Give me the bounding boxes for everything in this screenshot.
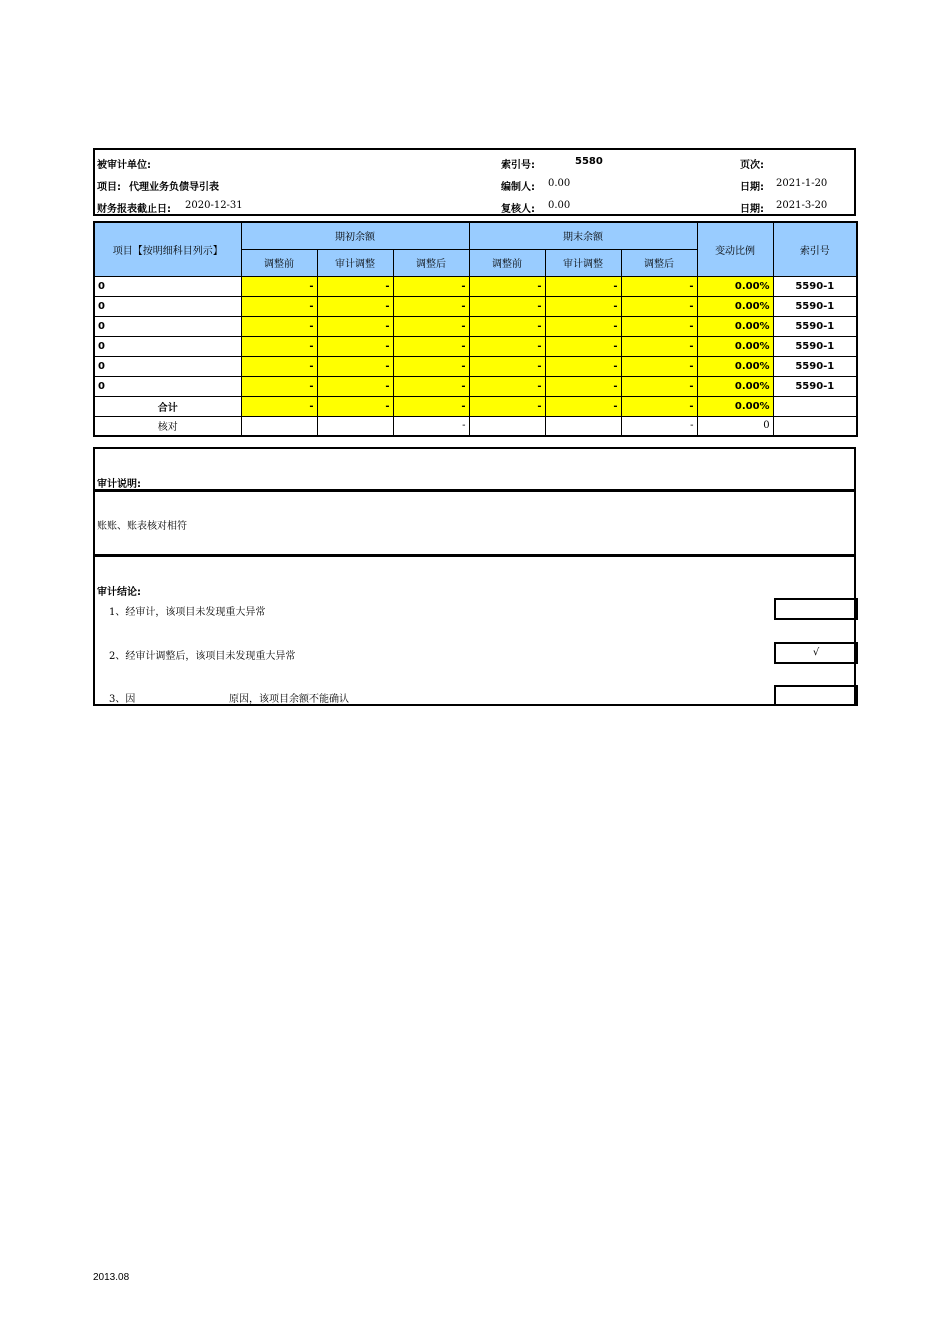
close-after-header: 调整后 — [621, 249, 697, 276]
row-name: 0 — [94, 316, 241, 336]
cell-ref: 5590-1 — [773, 316, 857, 336]
cell-percent: 0.00% — [697, 296, 773, 316]
conclusion-option-2: 2、经审计调整后，该项目未发现重大异常 — [109, 651, 296, 662]
cell-value: - — [317, 376, 393, 396]
conclusion-checkbox-1[interactable] — [774, 598, 858, 620]
check-cell — [317, 416, 393, 436]
check-result: 0 — [697, 416, 773, 436]
total-value: - — [241, 396, 317, 416]
cell-ref: 5590-1 — [773, 376, 857, 396]
version-footer: 2013.08 — [93, 1272, 130, 1283]
cell-value: - — [241, 296, 317, 316]
opening-balance-header: 期初余额 — [241, 222, 469, 249]
project-value: 代理业务负债导引表 — [129, 182, 219, 193]
cell-value: - — [545, 356, 621, 376]
cell-percent: 0.00% — [697, 316, 773, 336]
cell-value: - — [545, 276, 621, 296]
cell-value: - — [317, 296, 393, 316]
closing-balance-header: 期末余额 — [469, 222, 697, 249]
audit-notes-title-box — [93, 447, 856, 491]
date2-label: 日期: — [740, 204, 764, 215]
cell-value: - — [469, 336, 545, 356]
row-name: 0 — [94, 296, 241, 316]
conclusion-option-1: 1、经审计，该项目未发现重大异常 — [109, 607, 266, 618]
cell-value: - — [317, 276, 393, 296]
total-label: 合计 — [94, 396, 241, 416]
cell-value: - — [469, 356, 545, 376]
cell-value: - — [621, 376, 697, 396]
check-cell — [773, 416, 857, 436]
table-row — [94, 296, 857, 316]
cell-value: - — [545, 376, 621, 396]
check-label: 核对 — [94, 416, 241, 436]
cell-value: - — [317, 356, 393, 376]
preparer-label: 编制人: — [501, 182, 535, 193]
date1-value: 2021-1-20 — [776, 178, 828, 189]
row-name: 0 — [94, 356, 241, 376]
conclusion-option-3-prefix: 3、因 — [109, 694, 136, 705]
row-name: 0 — [94, 376, 241, 396]
audit-notes-title: 审计说明: — [97, 479, 141, 490]
reviewer-label: 复核人: — [501, 204, 535, 215]
table-row — [94, 356, 857, 376]
cell-value: - — [241, 336, 317, 356]
check-value: - — [621, 416, 697, 436]
open-audit-header: 审计调整 — [317, 249, 393, 276]
total-value: - — [621, 396, 697, 416]
total-ref — [773, 396, 857, 416]
period-value: 2020-12-31 — [185, 200, 243, 211]
conclusion-option-3-suffix: 原因，该项目余额不能确认 — [229, 694, 349, 705]
row-name: 0 — [94, 336, 241, 356]
period-label: 财务报表截止日: — [97, 204, 171, 215]
cell-value: - — [393, 336, 469, 356]
close-before-header: 调整前 — [469, 249, 545, 276]
total-value: - — [545, 396, 621, 416]
index-label: 索引号: — [501, 160, 535, 171]
cell-percent: 0.00% — [697, 376, 773, 396]
cell-ref: 5590-1 — [773, 336, 857, 356]
table-row — [94, 316, 857, 336]
cell-ref: 5590-1 — [773, 356, 857, 376]
checkmark-icon: √ — [812, 647, 820, 658]
table-row — [94, 376, 857, 396]
check-cell — [469, 416, 545, 436]
total-percent: 0.00% — [697, 396, 773, 416]
cell-value: - — [469, 276, 545, 296]
cell-value: - — [545, 296, 621, 316]
total-value: - — [317, 396, 393, 416]
cell-value: - — [469, 316, 545, 336]
audit-conclusion-box — [93, 555, 856, 706]
cell-value: - — [621, 336, 697, 356]
close-audit-header: 审计调整 — [545, 249, 621, 276]
table-row — [94, 336, 857, 356]
cell-value: - — [545, 336, 621, 356]
cell-value: - — [469, 296, 545, 316]
cell-value: - — [621, 356, 697, 376]
cell-percent: 0.00% — [697, 356, 773, 376]
index-value: 5580 — [575, 156, 603, 167]
cell-value: - — [241, 356, 317, 376]
cell-value: - — [393, 296, 469, 316]
cell-ref: 5590-1 — [773, 296, 857, 316]
row-name: 0 — [94, 276, 241, 296]
open-before-header: 调整前 — [241, 249, 317, 276]
table-row — [94, 276, 857, 296]
col-item-header: 项目【按明细科目列示】 — [94, 222, 241, 276]
reviewer-value: 0.00 — [548, 200, 571, 211]
audit-notes-body: 账账、账表核对相符 — [97, 521, 187, 532]
date2-value: 2021-3-20 — [776, 200, 828, 211]
cell-value: - — [545, 316, 621, 336]
cell-value: - — [621, 276, 697, 296]
cell-value: - — [469, 376, 545, 396]
cell-ref: 5590-1 — [773, 276, 857, 296]
conclusion-checkbox-2[interactable] — [774, 642, 858, 664]
cell-value: - — [621, 296, 697, 316]
cell-value: - — [241, 276, 317, 296]
date1-label: 日期: — [740, 182, 764, 193]
total-row — [94, 396, 857, 416]
preparer-value: 0.00 — [548, 178, 571, 189]
cell-value: - — [393, 356, 469, 376]
cell-value: - — [393, 316, 469, 336]
total-value: - — [469, 396, 545, 416]
cell-percent: 0.00% — [697, 276, 773, 296]
page-label: 页次: — [740, 160, 764, 171]
check-cell — [545, 416, 621, 436]
audited-unit-label: 被审计单位: — [97, 160, 151, 171]
cell-value: - — [621, 316, 697, 336]
check-value: - — [393, 416, 469, 436]
total-value: - — [393, 396, 469, 416]
cell-value: - — [241, 376, 317, 396]
cell-value: - — [393, 276, 469, 296]
cell-value: - — [241, 316, 317, 336]
conclusion-checkbox-3[interactable] — [774, 685, 858, 706]
cell-value: - — [317, 316, 393, 336]
cell-value: - — [317, 336, 393, 356]
project-label: 项目: — [97, 182, 121, 193]
audit-conclusion-title: 审计结论: — [97, 587, 141, 598]
open-after-header: 调整后 — [393, 249, 469, 276]
cell-percent: 0.00% — [697, 336, 773, 356]
cell-value: - — [393, 376, 469, 396]
check-cell — [241, 416, 317, 436]
ref-header: 索引号 — [773, 222, 857, 276]
change-ratio-header: 变动比例 — [697, 222, 773, 276]
lead-schedule-table — [93, 221, 858, 437]
header-block — [93, 148, 856, 216]
audit-notes-body-box — [93, 490, 856, 556]
check-row — [94, 416, 857, 436]
